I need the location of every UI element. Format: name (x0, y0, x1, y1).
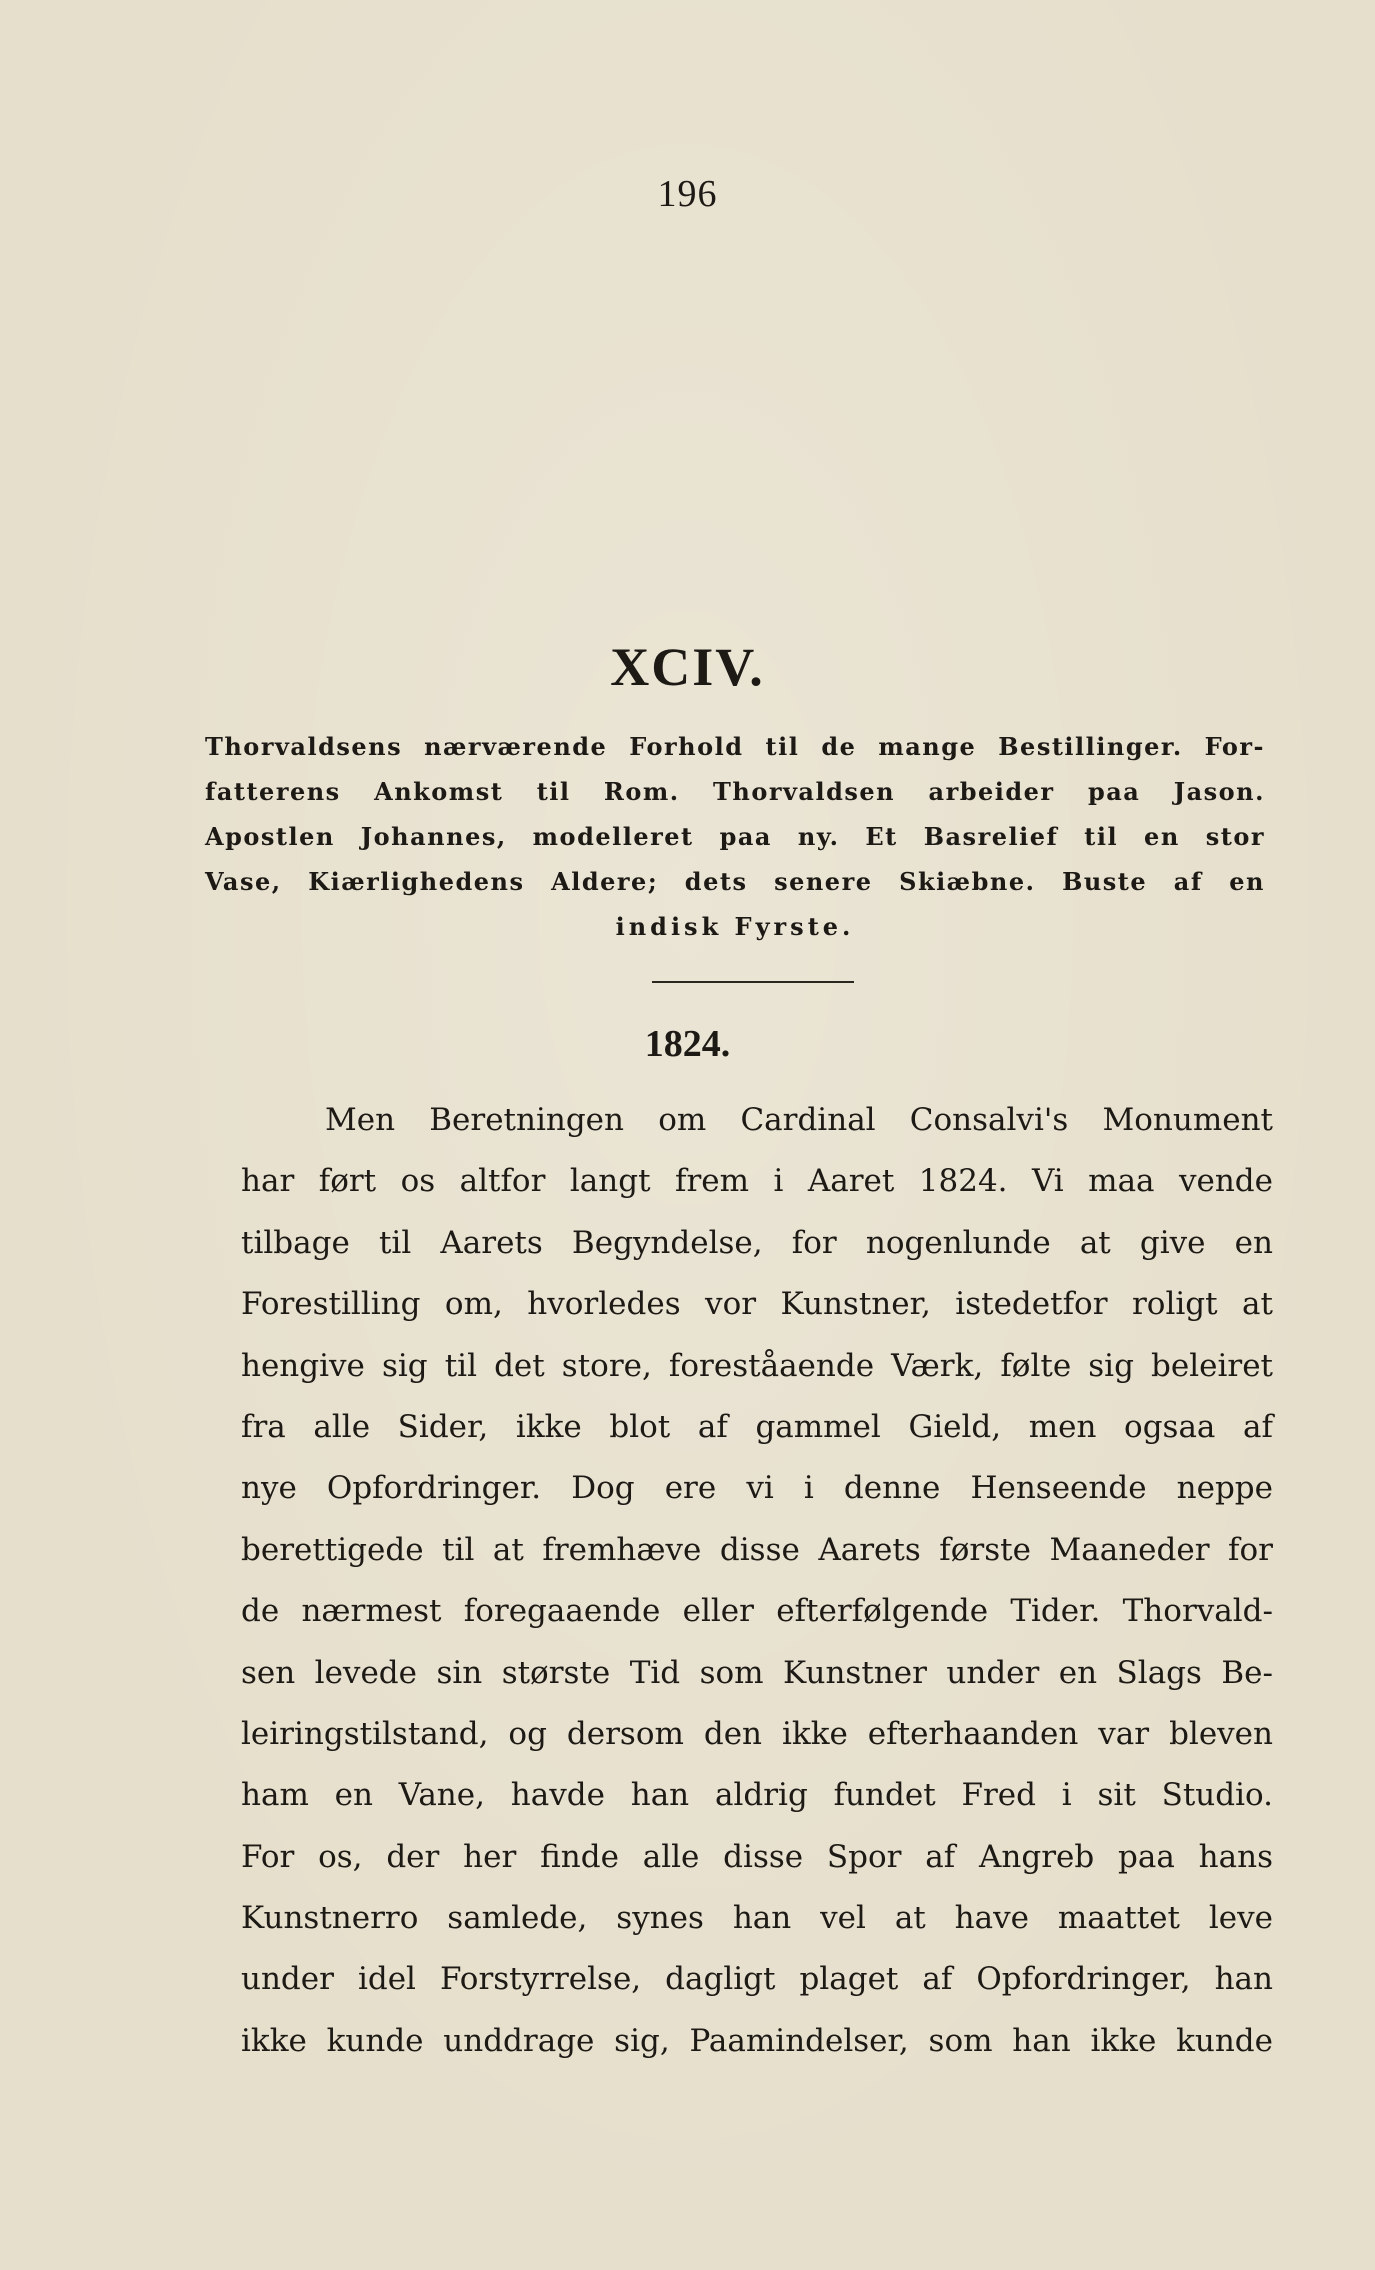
body-text (241, 1090, 1273, 2072)
body-line: de nærmest foregaaende eller efterfølgende Tider. Thorvald- (241, 1593, 1273, 1630)
section-divider (652, 981, 854, 983)
body-line: Men Beretningen om Cardinal Consalvi's Monument (325, 1102, 1273, 1138)
summary-line: Apostlen Johannes, modelleret paa ny. Et Basrelief til en stor (205, 822, 1265, 851)
body-line: ham en Vane, havde han aldrig fundet Fred i sit Studio. (241, 1777, 1273, 1814)
summary-line: fatterens Ankomst til Rom. Thorvaldsen arbeider paa Jason. (205, 777, 1265, 806)
body-line: fra alle Sider, ikke blot af gammel Gield, men ogsaa af (241, 1408, 1273, 1445)
body-line: Forestilling om, hvorledes vor Kunstner, istedetfor roligt at (241, 1286, 1273, 1323)
year-heading: 1824. (644, 1023, 731, 1065)
summary-line: Vase, Kiærlighedens Aldere; dets senere Skiæbne. Buste af en (205, 867, 1265, 896)
body-line: nye Opfordringer. Dog ere vi i denne Henseende neppe (241, 1470, 1273, 1507)
body-line: Kunstnerro samlede, synes han vel at have maattet leve (241, 1900, 1273, 1937)
body-line: For os, der her finde alle disse Spor af Angreb paa hans (241, 1838, 1273, 1875)
chapter-heading: XCIV. (610, 637, 765, 697)
body-line: ikke kunde unddrage sig, Paamindelser, som han ikke kunde (241, 2022, 1273, 2059)
body-line: berettigede til at fremhæve disse Aarets første Maaneder for (241, 1531, 1273, 1568)
body-line: sen levede sin største Tid som Kunstner under en Slags Be- (241, 1654, 1273, 1691)
chapter-summary (205, 724, 1265, 949)
page-number: 196 (657, 173, 718, 215)
body-line: tilbage til Aarets Begyndelse, for nogenlunde at give en (241, 1224, 1273, 1261)
body-line: har ført os altfor langt frem i Aaret 1824. Vi maa vende (241, 1163, 1273, 1200)
summary-line: Thorvaldsens nærværende Forhold til de mange Bestillinger. For- (205, 732, 1265, 761)
body-line: leiringstilstand, og dersom den ikke efterhaanden var bleven (241, 1715, 1273, 1752)
summary-line: indisk Fyrste. (615, 912, 855, 941)
body-line: hengive sig til det store, foreståaende Værk, følte sig beleiret (241, 1347, 1273, 1384)
body-line: under idel Forstyrrelse, dagligt plaget af Opfordringer, han (241, 1961, 1273, 1998)
